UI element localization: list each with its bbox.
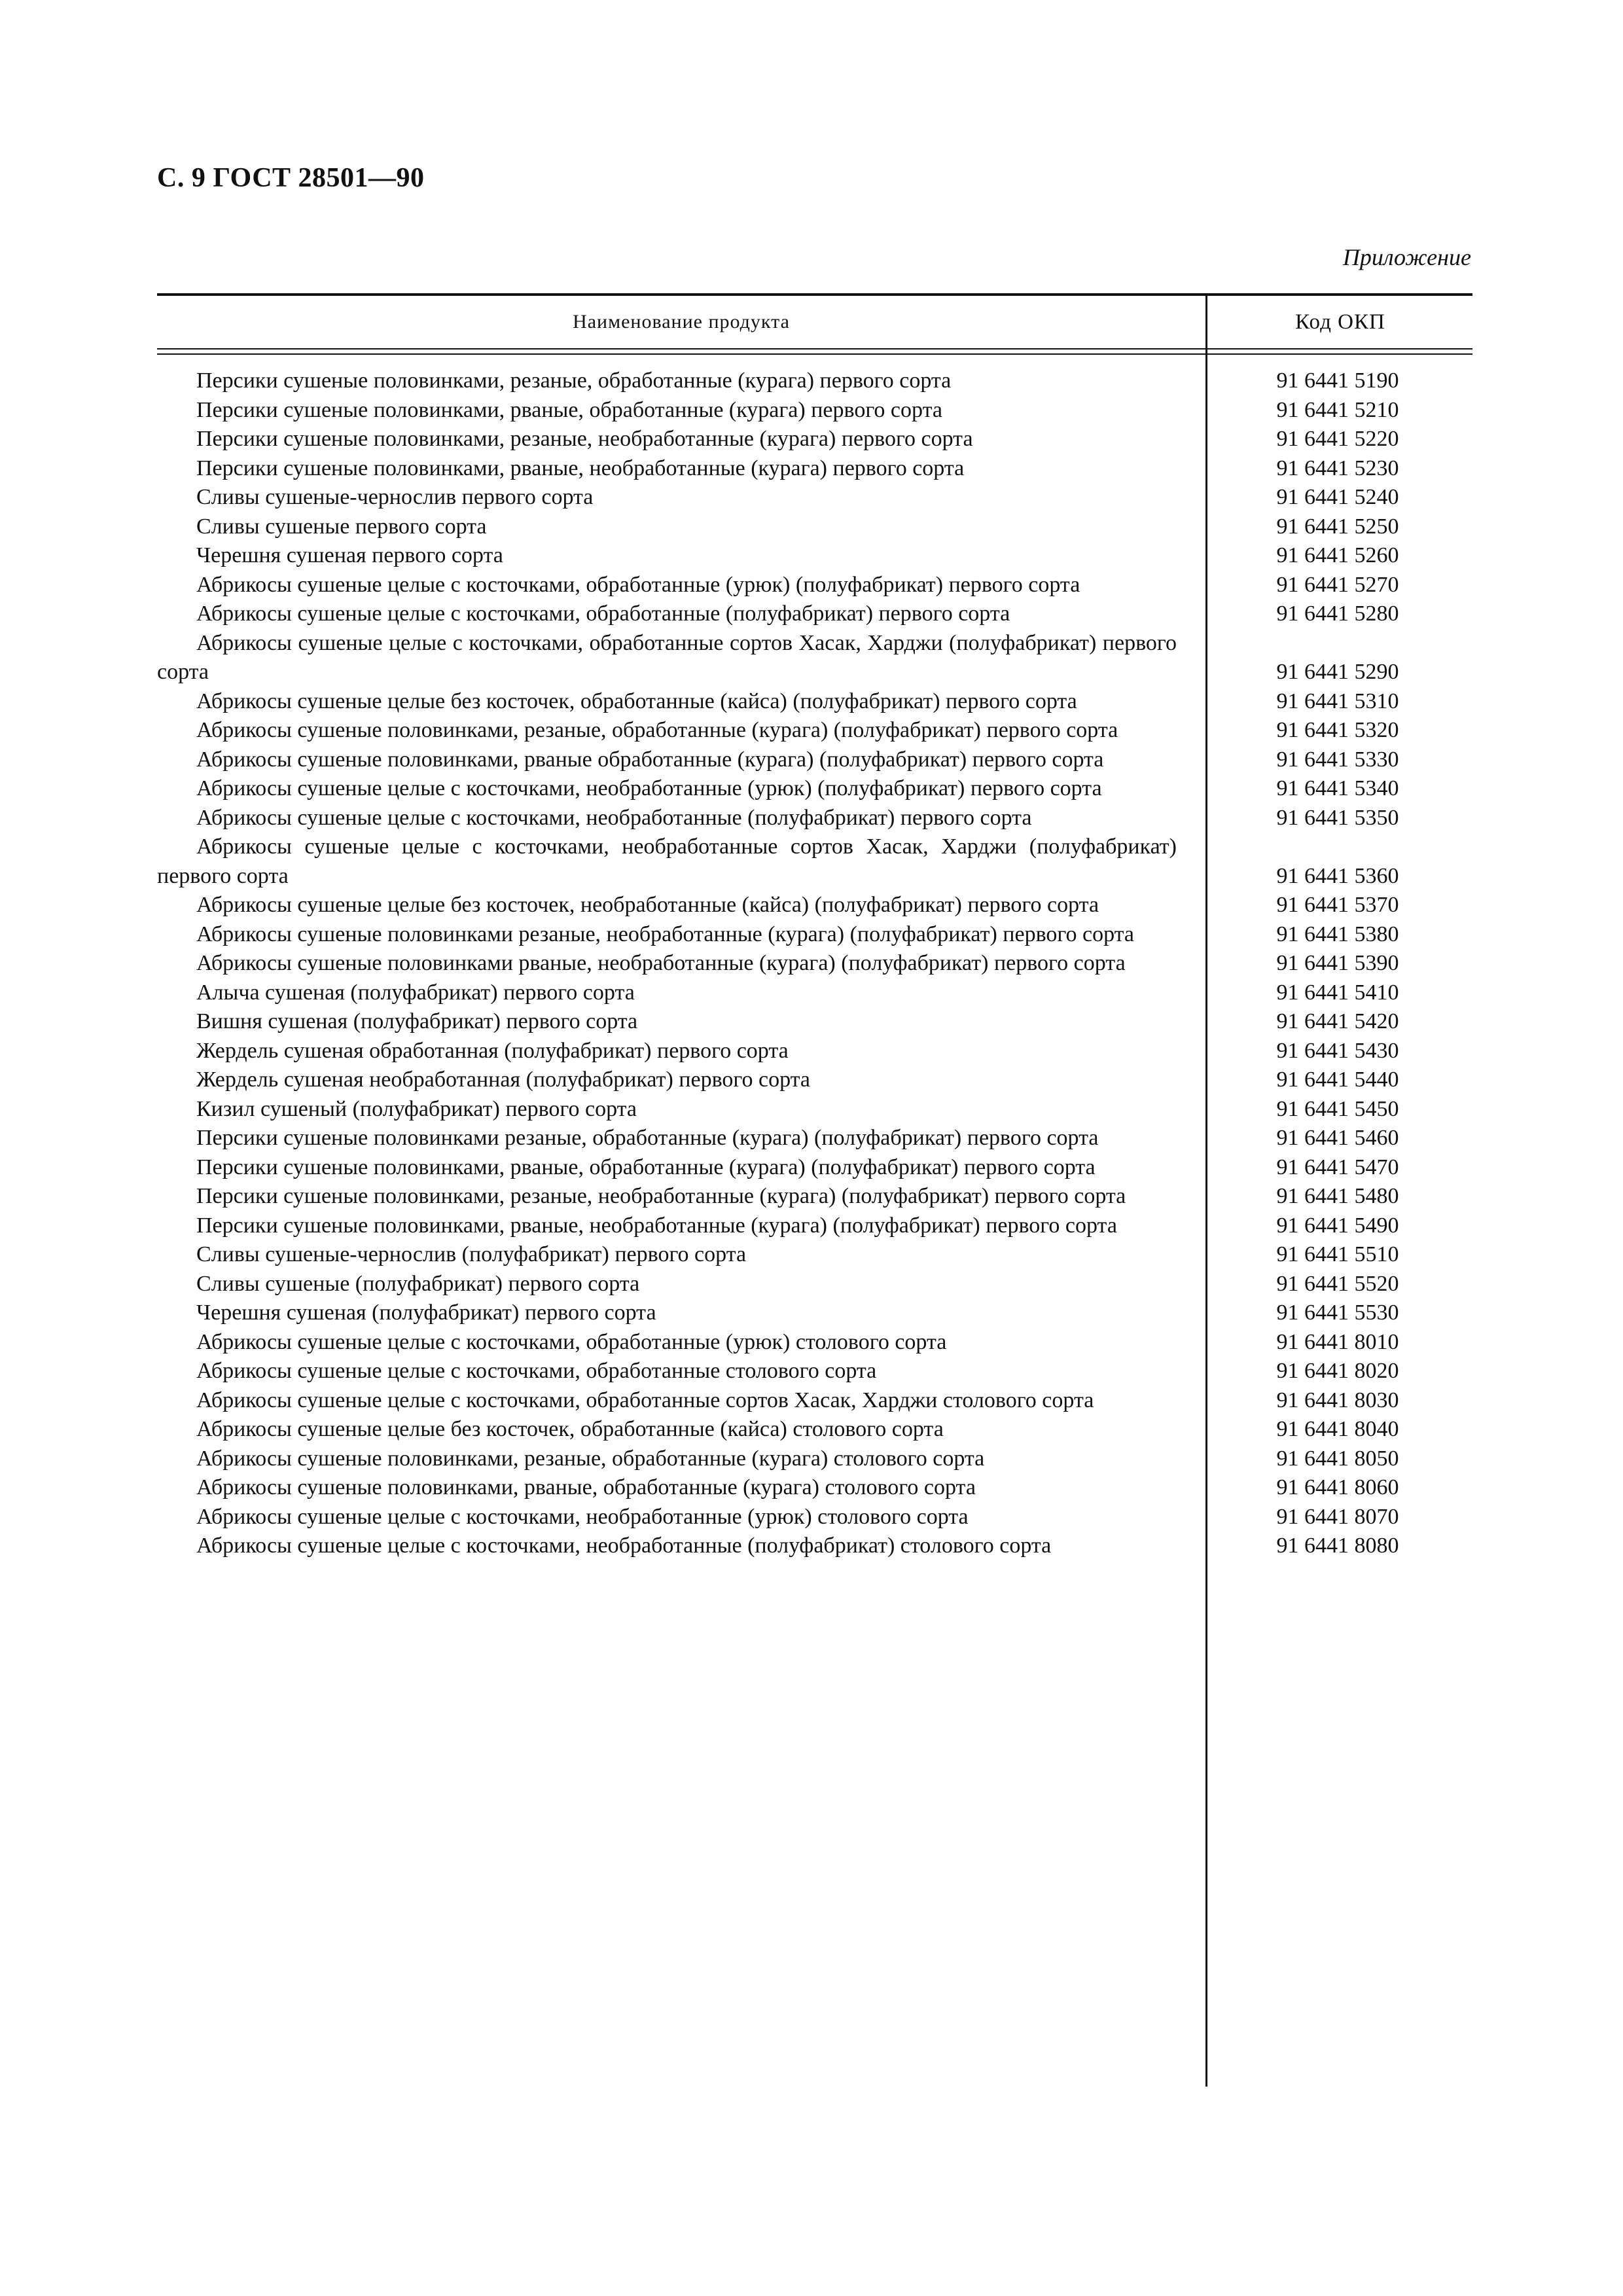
- page-title: С. 9 ГОСТ 28501—90: [157, 163, 425, 193]
- product-name-cell: Абрикосы сушеные половинками, рваные обработанные (курага) (полуфабрикат) первого сорта: [196, 747, 1104, 772]
- okp-code-cell: 91 6441 5480: [1276, 1184, 1399, 1208]
- okp-code-cell: 91 6441 8050: [1276, 1446, 1399, 1471]
- table-row: [157, 1037, 1472, 1066]
- okp-code-cell: 91 6441 5420: [1276, 1009, 1399, 1033]
- okp-code-cell: 91 6441 5410: [1276, 980, 1399, 1005]
- column-header-product-name: Наименование продукта: [573, 311, 790, 332]
- table-row: [157, 629, 1472, 687]
- table-row: [157, 1473, 1472, 1503]
- okp-code-cell: 91 6441 8080: [1276, 1534, 1399, 1558]
- product-code-table: [157, 293, 1472, 1561]
- product-name-cell: Персики сушеные половинками, рваные, обработанные (курага) первого сорта: [196, 397, 942, 422]
- product-name-cell: Вишня сушеная (полуфабрикат) первого сорта: [196, 1009, 638, 1033]
- table-row: [157, 1153, 1472, 1183]
- product-name-cell: Черешня сушеная первого сорта: [196, 543, 503, 567]
- product-name-cell: Персики сушеные половинками, резаные, необработанные (курага) (полуфабрикат) первого сорта: [196, 1184, 1126, 1208]
- table-row: [157, 978, 1472, 1008]
- table-row: [157, 396, 1472, 425]
- table-row: [157, 833, 1472, 891]
- okp-code-cell: 91 6441 5210: [1276, 397, 1399, 422]
- okp-code-cell: 91 6441 5330: [1276, 747, 1399, 772]
- okp-code-cell: 91 6441 5250: [1276, 514, 1399, 539]
- okp-code-cell: 91 6441 5520: [1276, 1271, 1399, 1296]
- table-row: [157, 745, 1472, 775]
- table-row: [157, 541, 1472, 571]
- product-name-cell: Абрикосы сушеные половинками, резаные, обработанные (курага) (полуфабрикат) первого сорта: [196, 718, 1118, 742]
- product-name-cell: Персики сушеные половинками, рваные, необработанные (курага) (полуфабрикат) первого сорта: [196, 1213, 1117, 1238]
- product-name-cell: Алыча сушеная (полуфабрикат) первого сорта: [196, 980, 635, 1005]
- table-row: [157, 804, 1472, 833]
- okp-code-cell: 91 6441 5240: [1276, 485, 1399, 509]
- table-body: [157, 355, 1472, 1561]
- okp-code-cell: 91 6441 5530: [1276, 1300, 1399, 1325]
- table-row: [157, 1270, 1472, 1299]
- table-row: [157, 920, 1472, 950]
- table-row: [157, 1182, 1472, 1211]
- okp-code-cell: 91 6441 5510: [1276, 1242, 1399, 1266]
- product-name-cell: Абрикосы сушеные целые с косточками, необработанные (урюк) (полуфабрикат) первого сорта: [196, 776, 1102, 800]
- okp-code-cell: 91 6441 5380: [1276, 922, 1399, 946]
- table-row: [157, 367, 1472, 396]
- okp-code-cell: 91 6441 5490: [1276, 1213, 1399, 1238]
- table-row: [157, 483, 1472, 512]
- table-row: [157, 1415, 1472, 1444]
- okp-code-cell: 91 6441 5190: [1276, 368, 1399, 393]
- table-row: [157, 425, 1472, 454]
- table-row: [157, 1095, 1472, 1124]
- okp-code-cell: 91 6441 5390: [1276, 951, 1399, 975]
- product-name-cell: Сливы сушеные-чернослив первого сорта: [196, 485, 594, 509]
- okp-code-cell: 91 6441 5220: [1276, 427, 1399, 451]
- product-name-cell: Абрикосы сушеные половинками, резаные, обработанные (курага) столового сорта: [196, 1446, 985, 1471]
- product-name-cell: Жердель сушеная необработанная (полуфабрикат) первого сорта: [196, 1067, 811, 1092]
- product-name-cell: Жердель сушеная обработанная (полуфабрикат) первого сорта: [196, 1038, 789, 1063]
- okp-code-cell: 91 6441 8010: [1276, 1329, 1399, 1354]
- okp-code-cell: 91 6441 5340: [1276, 776, 1399, 800]
- product-name-cell: Абрикосы сушеные целые с косточками, необработанные (полуфабрикат) столового сорта: [196, 1534, 1052, 1558]
- table-row: [157, 1007, 1472, 1037]
- table-row: [157, 512, 1472, 542]
- table-row: [157, 1328, 1472, 1357]
- table-row: [157, 571, 1472, 600]
- table-row: [157, 1240, 1472, 1270]
- table-row: [157, 454, 1472, 484]
- okp-code-cell: 91 6441 5350: [1276, 805, 1399, 830]
- product-name-cell: Абрикосы сушеные целые с косточками, обработанные (полуфабрикат) первого сорта: [196, 601, 1010, 626]
- product-name-cell: Кизил сушеный (полуфабрикат) первого сорта: [196, 1096, 637, 1121]
- table-row: [157, 1503, 1472, 1532]
- product-name-cell: Абрикосы сушеные половинками, рваные, обработанные (курага) столового сорта: [196, 1475, 976, 1499]
- table-row: [157, 1386, 1472, 1416]
- table-row: [157, 1299, 1472, 1328]
- table-row: [157, 774, 1472, 804]
- product-name-cell: Сливы сушеные (полуфабрикат) первого сорта: [196, 1271, 640, 1296]
- product-name-cell: Персики сушеные половинками, резаные, обработанные (курага) первого сорта: [196, 368, 952, 393]
- product-name-cell: Сливы сушеные первого сорта: [196, 514, 487, 539]
- product-name-cell: Персики сушеные половинками, рваные, обработанные (курага) (полуфабрикат) первого сорта: [196, 1155, 1096, 1179]
- table-row: [157, 687, 1472, 717]
- table-row: [157, 1357, 1472, 1386]
- table-row: [157, 949, 1472, 978]
- table-row: [157, 1124, 1472, 1153]
- column-header-okp-code: Код ОКП: [1295, 310, 1385, 334]
- okp-code-cell: 91 6441 5270: [1276, 572, 1399, 597]
- okp-code-cell: 91 6441 5230: [1276, 456, 1399, 480]
- product-name-cell: Абрикосы сушеные целые с косточками, необработанные сортов Хасак, Харджи (полуфабрикат) первого сорта: [157, 834, 1177, 888]
- table-row: [157, 1444, 1472, 1474]
- okp-code-cell: 91 6441 5280: [1276, 601, 1399, 626]
- okp-code-cell: 91 6441 5260: [1276, 543, 1399, 567]
- product-name-cell: Абрикосы сушеные целые с косточками, обработанные столового сорта: [196, 1359, 877, 1383]
- product-name-cell: Абрикосы сушеные целые без косточек, обработанные (кайса) (полуфабрикат) первого сорта: [196, 689, 1077, 713]
- table-row: [157, 1211, 1472, 1241]
- product-name-cell: Абрикосы сушеные половинками рваные, необработанные (курага) (полуфабрикат) первого сорта: [196, 951, 1126, 975]
- okp-code-cell: 91 6441 8030: [1276, 1388, 1399, 1412]
- okp-code-cell: 91 6441 5430: [1276, 1038, 1399, 1063]
- okp-code-cell: 91 6441 5320: [1276, 718, 1399, 742]
- product-name-cell: Персики сушеные половинками, рваные, необработанные (курага) первого сорта: [196, 456, 965, 480]
- product-name-cell: Персики сушеные половинками, резаные, необработанные (курага) первого сорта: [196, 427, 973, 451]
- table-row: [157, 600, 1472, 629]
- okp-code-cell: 91 6441 5460: [1276, 1126, 1399, 1150]
- okp-code-cell: 91 6441 8040: [1276, 1417, 1399, 1441]
- okp-code-cell: 91 6441 5310: [1276, 689, 1399, 713]
- product-name-cell: Абрикосы сушеные целые с косточками, обработанные сортов Хасак, Харджи (полуфабрикат) первого сорта: [157, 630, 1177, 684]
- product-name-cell: Персики сушеные половинками резаные, обработанные (курага) (полуфабрикат) первого сорта: [196, 1126, 1099, 1150]
- okp-code-cell: 91 6441 5370: [1276, 893, 1399, 917]
- table-row: [157, 1532, 1472, 1561]
- okp-code-cell: 91 6441 8020: [1276, 1359, 1399, 1383]
- okp-code-cell: 91 6441 8070: [1276, 1504, 1399, 1529]
- appendix-label: Приложение: [1342, 244, 1471, 270]
- table-row: [157, 716, 1472, 745]
- product-name-cell: Абрикосы сушеные целые с косточками, обработанные (урюк) (полуфабрикат) первого сорта: [196, 572, 1080, 597]
- product-name-cell: Черешня сушеная (полуфабрикат) первого сорта: [196, 1300, 656, 1325]
- product-name-cell: Абрикосы сушеные целые с косточками, обработанные (урюк) столового сорта: [196, 1329, 947, 1354]
- okp-code-cell: 91 6441 8060: [1276, 1475, 1399, 1499]
- product-name-cell: Сливы сушеные-чернослив (полуфабрикат) первого сорта: [196, 1242, 747, 1266]
- okp-code-cell: 91 6441 5360: [1276, 863, 1399, 888]
- okp-code-cell: 91 6441 5450: [1276, 1096, 1399, 1121]
- okp-code-cell: 91 6441 5290: [1276, 660, 1399, 684]
- product-name-cell: Абрикосы сушеные целые с косточками, необработанные (урюк) столового сорта: [196, 1504, 969, 1529]
- table-row: [157, 1066, 1472, 1095]
- product-name-cell: Абрикосы сушеные целые с косточками, необработанные (полуфабрикат) первого сорта: [196, 805, 1032, 830]
- product-name-cell: Абрикосы сушеные половинками резаные, необработанные (курага) (полуфабрикат) первого сорта: [196, 922, 1134, 946]
- product-name-cell: Абрикосы сушеные целые без косточек, необработанные (кайса) (полуфабрикат) первого сорта: [196, 893, 1099, 917]
- product-name-cell: Абрикосы сушеные целые с косточками, обработанные сортов Хасак, Харджи столового сорта: [196, 1388, 1094, 1412]
- header-rule: [157, 348, 1472, 350]
- okp-code-cell: 91 6441 5470: [1276, 1155, 1399, 1179]
- table-header: [157, 293, 1472, 348]
- okp-code-cell: 91 6441 5440: [1276, 1067, 1399, 1092]
- product-name-cell: Абрикосы сушеные целые без косточек, обработанные (кайса) столового сорта: [196, 1417, 944, 1441]
- table-row: [157, 891, 1472, 920]
